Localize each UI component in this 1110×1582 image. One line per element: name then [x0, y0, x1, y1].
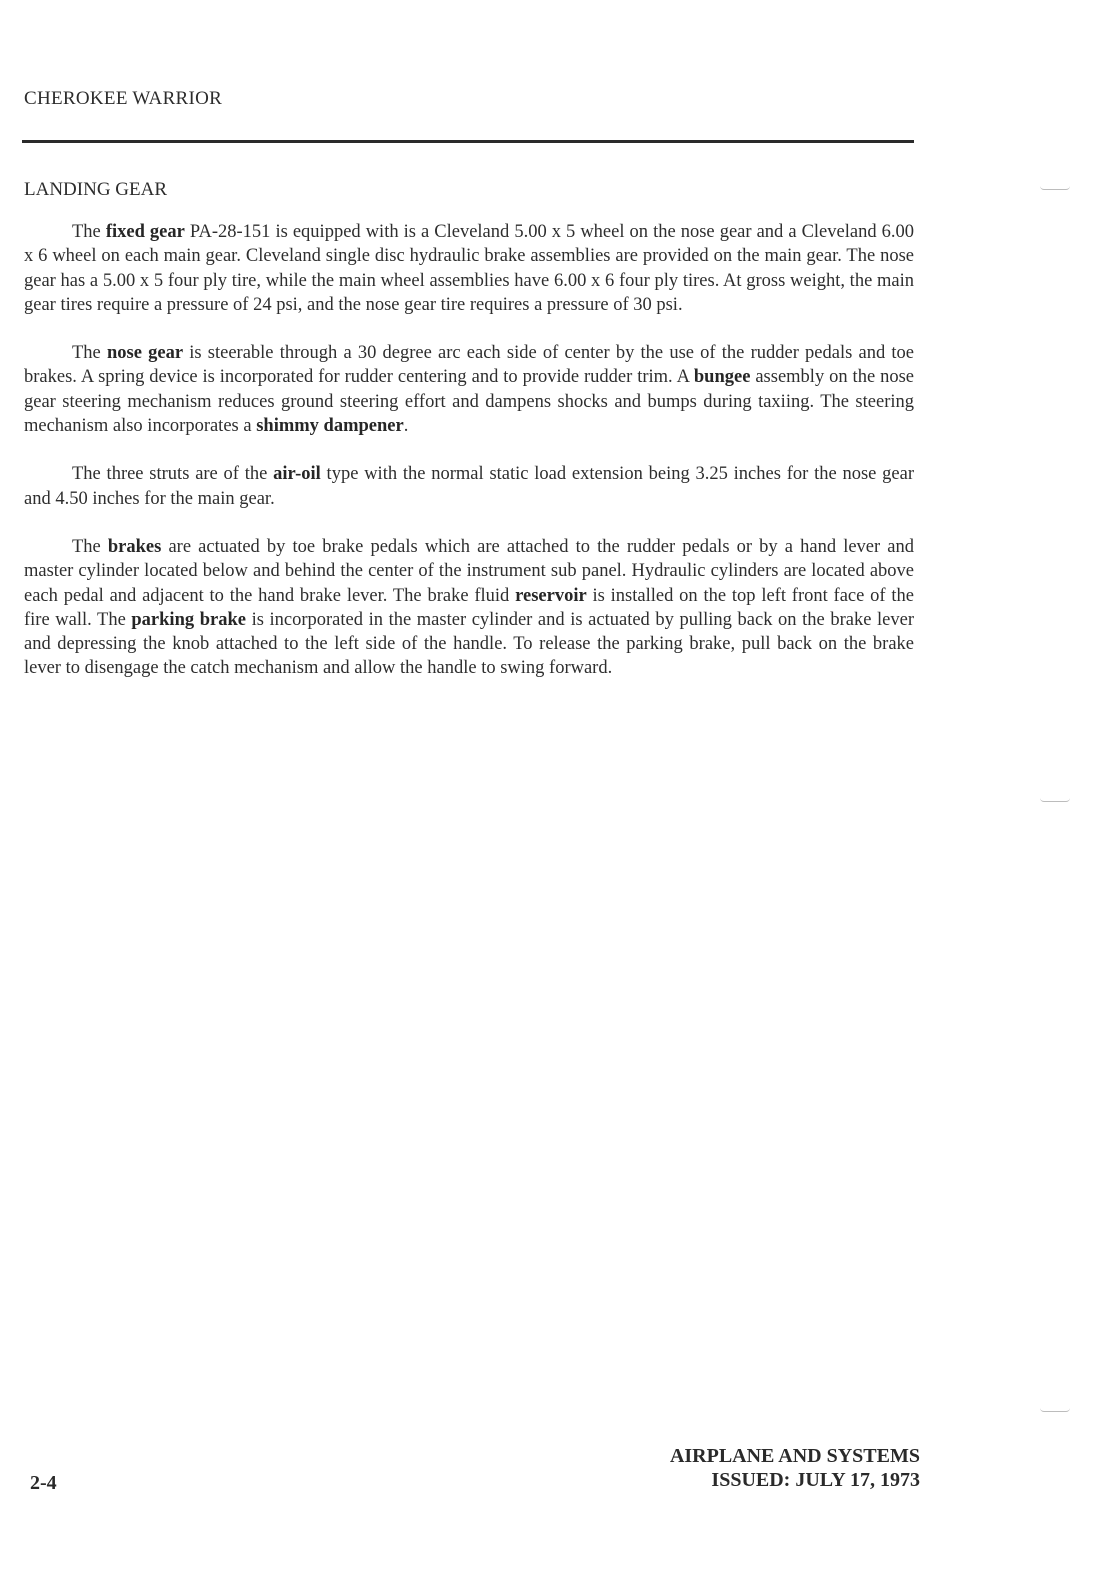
text-run: The [72, 536, 108, 557]
binder-hole-mark [1040, 186, 1070, 190]
paragraph-nose-gear [24, 341, 914, 438]
bold-term: nose gear [106, 343, 184, 364]
text-run: . [403, 416, 409, 437]
paragraph-brakes [24, 535, 914, 681]
paragraph-struts [24, 462, 914, 511]
running-header: CHEROKEE WARRIOR [24, 88, 223, 109]
text-run: type with the normal static load extension being 3.25 inches for the nose gear and 4.50 inches for the main gear. [24, 464, 914, 509]
header-rule [22, 140, 914, 143]
bold-term: air-oil [273, 464, 321, 485]
footer-issued-date: ISSUED: JULY 17, 1973 [711, 1469, 920, 1491]
bold-term: fixed gear [105, 222, 185, 242]
text-run: is installed on the top left front face of the fire wall. The [24, 585, 914, 630]
bold-term: parking brake [131, 609, 246, 630]
text-run: assembly on the nose gear steering mechanism reduces ground steering effort and dampens shocks and bumps during taxiing. The steering mechanism also incorporates a [24, 367, 915, 437]
bold-term: brakes [107, 536, 162, 557]
footer-block [670, 1444, 920, 1492]
bold-term: bungee [693, 367, 751, 388]
footer-section-name: AIRPLANE AND SYSTEMS [669, 1445, 920, 1467]
text-run: are actuated by toe brake pedals which are attached to the rudder pedals or by a hand lever and master cylinder located below and behind the center of the instrument sub panel. Hydraulic cylinders are located above each pedal and adjacent to the hand brake lever. The brake fluid [24, 536, 915, 606]
text-run: The [72, 222, 106, 242]
binder-hole-mark [1040, 798, 1070, 802]
bold-term: reservoir [515, 585, 587, 606]
text-run: The [72, 343, 107, 364]
section-title: LANDING GEAR [24, 179, 168, 200]
paragraph-fixed-gear [24, 220, 914, 317]
bold-term: shimmy dampener [256, 416, 404, 437]
text-run: is steerable through a 30 degree arc each side of center by the use of the rudder pedals and toe brakes. A spring device is incorporated for rudder centering and to provide rudder trim. A [24, 343, 915, 388]
text-run: is incorporated in the master cylinder and is actuated by pulling back on the brake lever and depressing the knob attached to the left side of the handle. To release the parking brake, pull back on the brake lever to disengage the catch mechanism and allow the handle to swing forward. [24, 609, 915, 679]
body-text [24, 220, 914, 705]
page-number: 2-4 [30, 1472, 57, 1494]
text-run: PA-28-151 is equipped with is a Cleveland 5.00 x 5 wheel on the nose gear and a Cleveland 6.00 x 6 wheel on each main gear. Cleveland single disc hydraulic brake assemblies are provided on the main gear. The nose gear has a 5.00 x 5 four ply tire, while the main wheel assemblies have 6.00 x 6 four ply tires. At gross weight, the main gear tires require a pressure of 24 psi, and the nose gear tire requires a pressure of 30 psi. [24, 222, 915, 315]
binder-hole-mark [1040, 1408, 1070, 1412]
text-run: The three struts are of the [72, 464, 274, 485]
